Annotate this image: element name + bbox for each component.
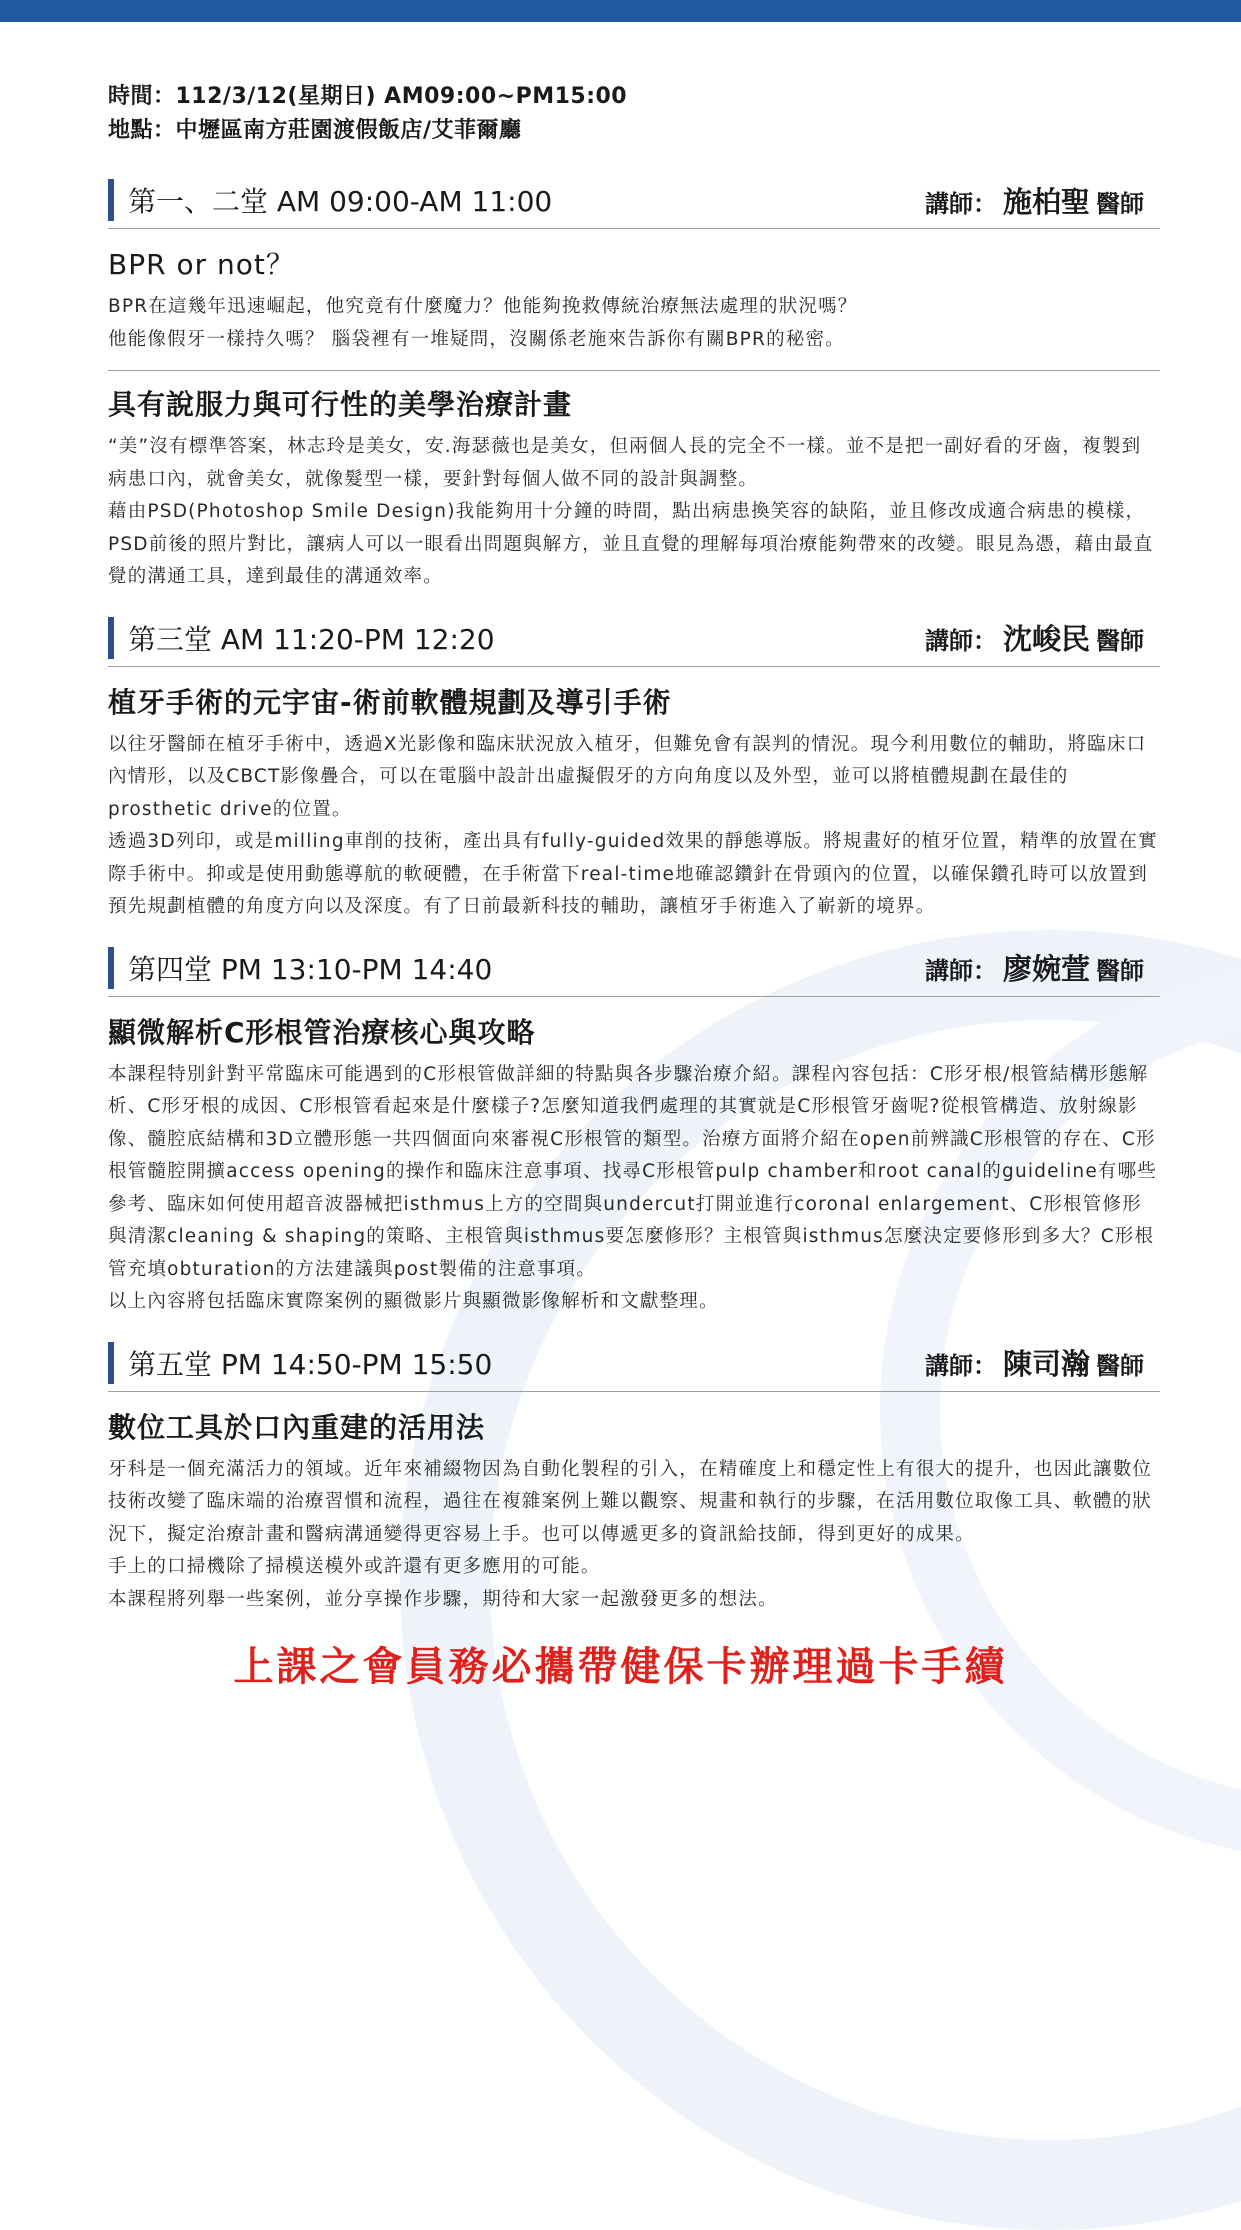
speaker-info	[925, 1342, 1144, 1383]
section-marker-bar	[108, 179, 114, 221]
event-info	[108, 80, 1160, 148]
session-section	[108, 178, 1160, 594]
session-title	[108, 947, 492, 989]
session-header	[108, 1341, 1160, 1392]
topic-paragraph: 牙科是一個充滿活力的領域。近年來補綴物因為自動化製程的引入，在精確度上和穩定性上有很大的提升，也因此讓數位技術改變了臨床端的治療習慣和流程，過往在複雜案例上難以觀察、規畫和執行的步驟，在活用數位取像工具、軟體的狀況下，擬定治療計畫和醫病溝通變得更容易上手。也可以傳遞更多的資訊給技師，得到更好的成果。	[108, 1458, 1153, 1545]
section-marker-bar	[108, 947, 114, 989]
session-time-title: 第四堂 PM 13:10-PM 14:40	[128, 952, 493, 986]
topic-paragraph: 手上的口掃機除了掃模送模外或許還有更多應用的可能。	[108, 1556, 601, 1577]
speaker-label: 講師：	[924, 957, 997, 985]
topic-paragraph: 透過3D列印，或是milling車削的技術，產出具有fully-guided效果的靜態導版。將規畫好的植牙位置，精準的放置在實際手術中。抑或是使用動態導航的軟硬體，在手術當下real-time地確認鑽針在骨頭內的位置，以確保鑽孔時可以放置到預先規劃植體的角度方向以及深度。有了日前最新科技的輔助，讓植牙手術進入了嶄新的境界。	[108, 831, 1158, 917]
speaker-suffix: 醫師	[1096, 1352, 1144, 1380]
speaker-name: 廖婉萱	[1002, 952, 1090, 986]
notice-text: 上課之會員務必攜帶健保卡辦理過卡手續	[233, 1644, 1008, 1690]
event-location: 地點：中壢區南方莊園渡假飯店/艾菲爾廳	[108, 118, 522, 143]
topic-paragraph: “美”沒有標準答案，林志玲是美女，安.海瑟薇也是美女，但兩個人長的完全不一樣。並不是把一副好看的牙齒，複製到病患口內，就會美女，就像髮型一樣，要針對每個人做不同的設計與調整。	[108, 436, 1142, 490]
session-title	[108, 179, 552, 221]
session-title	[108, 1342, 492, 1384]
speaker-suffix: 醫師	[1096, 189, 1144, 218]
speaker-info	[925, 947, 1144, 988]
topic-paragraph: 藉由PSD(Photoshop Smile Design)我能夠用十分鐘的時間，點出病患換笑容的缺陷，並且修改成適合病患的模樣，PSD前後的照片對比，讓病人可以一眼看出問題與解方，並且直覺的理解每項治療能夠帶來的改變。眼見為憑，藉由最直覺的溝通工具，達到最佳的溝通效率。	[108, 501, 1154, 587]
session-section	[108, 946, 1160, 1319]
speaker-name: 陳司瀚	[1002, 1347, 1090, 1381]
session-section	[108, 616, 1160, 924]
topic-title: 植牙手術的元宇宙-術前軟體規劃及導引手術	[108, 685, 672, 719]
topic-paragraph: 本課程特別針對平常臨床可能遇到的C形根管做詳細的特點與各步驟治療介紹。課程內容包括：C形牙根/根管結構形態解析、C形牙根的成因、C形根管看起來是什麼樣子?怎麼知道我們處理的其實就是C形根管牙齒呢?從根管構造、放射線影像、髓腔底結構和3D立體形態一共四個面向來審視C形根管的類型。治療方面將介紹在open前辨識C形根管的存在、C形根管髓腔開擴access opening的操作和臨床注意事項、找尋C形根管pulp chamber和root canal的guideline有哪些參考、臨床如何使用超音波器械把isthmus上方的空間與undercut打開並進行coronal enlargement、C形根管修形與清潔cleaning & shaping的策略、主根管與isthmus要怎麼修形？主根管與isthmus怎麼決定要修形到多大？C形根管充填obturation的方法建議與post製備的注意事項。	[108, 1063, 1158, 1280]
topic-title: 顯微解析C形根管治療核心與攻略	[108, 1015, 536, 1049]
speaker-info	[925, 617, 1144, 658]
topic-paragraph: BPR在這幾年迅速崛起，他究竟有什麼魔力？他能夠挽救傳統治療無法處理的狀況嗎？	[108, 296, 858, 317]
section-marker-bar	[108, 617, 114, 659]
speaker-name: 施柏聖	[1002, 184, 1090, 219]
speaker-suffix: 醫師	[1096, 627, 1144, 655]
session-time-title: 第一、二堂 AM 09:00-AM 11:00	[128, 185, 553, 218]
topic-paragraph: 他能像假牙一樣持久嗎？ 腦袋裡有一堆疑問，沒關係老施來告訴你有關BPR的秘密。	[108, 328, 845, 350]
speaker-name: 沈峻民	[1002, 622, 1090, 656]
session-header	[108, 616, 1160, 667]
section-marker-bar	[108, 1342, 114, 1384]
session-section	[108, 1341, 1160, 1617]
speaker-label: 講師：	[924, 627, 997, 655]
sessions-list	[108, 178, 1160, 1616]
session-time-title: 第五堂 PM 14:50-PM 15:50	[128, 1347, 493, 1381]
topic-title: BPR or not？	[108, 248, 295, 281]
session-header	[108, 178, 1160, 229]
topic-divider	[108, 370, 1160, 371]
topic-title: 具有說服力與可行性的美學治療計畫	[108, 388, 573, 421]
document-body	[108, 80, 1160, 1638]
topic-paragraph: 以往牙醫師在植牙手術中，透過X光影像和臨床狀況放入植牙，但難免會有誤判的情況。現今利用數位的輔助，將臨床口內情形，以及CBCT影像疊合，可以在電腦中設計出虛擬假牙的方向角度以及外型，並可以將植體規劃在最佳的prosthetic drive的位置。	[108, 733, 1147, 820]
event-time: 時間：112/3/12(星期日) AM09:00~PM15:00	[108, 84, 628, 109]
topic-paragraph: 本課程將列舉一些案例，並分享操作步驟，期待和大家一起激發更多的想法。	[108, 1588, 778, 1610]
speaker-suffix: 醫師	[1096, 957, 1144, 985]
session-title	[108, 617, 495, 659]
top-accent-bar	[0, 0, 1241, 22]
speaker-label: 講師：	[924, 189, 997, 218]
session-time-title: 第三堂 AM 11:20-PM 12:20	[128, 622, 495, 656]
speaker-label: 講師：	[924, 1352, 997, 1380]
topic-paragraph: 以上內容將包括臨床實際案例的顯微影片與顯微影像解析和文獻整理。	[108, 1291, 719, 1312]
topic-title: 數位工具於口內重建的活用法	[108, 1410, 486, 1444]
speaker-info	[925, 180, 1144, 221]
session-header	[108, 946, 1160, 997]
